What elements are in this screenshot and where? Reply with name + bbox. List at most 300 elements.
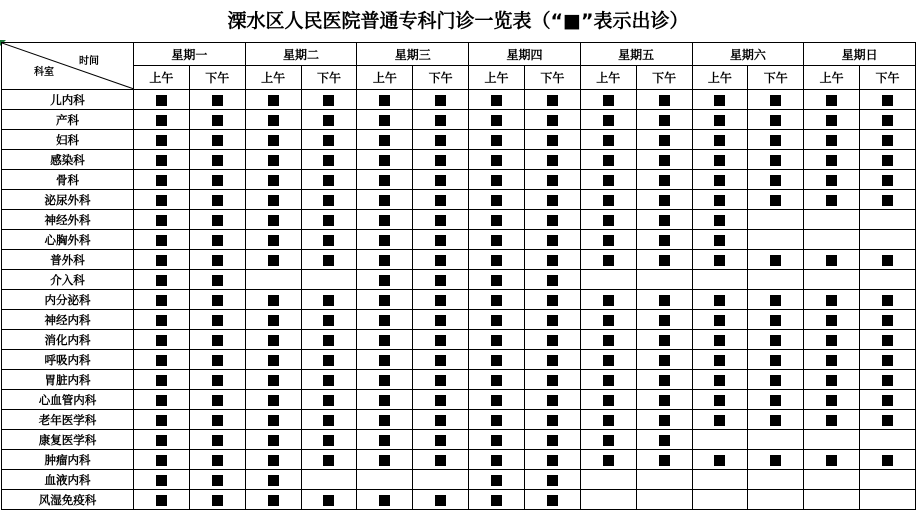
clinic-open-mark — [212, 175, 223, 186]
schedule-cell — [692, 270, 748, 290]
schedule-cell — [636, 390, 692, 410]
schedule-cell — [357, 310, 413, 330]
clinic-open-mark — [714, 355, 725, 366]
schedule-cell — [636, 130, 692, 150]
table-row — [2, 410, 916, 430]
schedule-cell — [860, 290, 916, 310]
clinic-open-mark — [379, 135, 390, 146]
clinic-open-mark — [323, 435, 334, 446]
table-row — [2, 330, 916, 350]
clinic-open-mark — [547, 195, 558, 206]
schedule-cell — [413, 270, 469, 290]
clinic-open-mark — [323, 155, 334, 166]
schedule-cell — [580, 190, 636, 210]
schedule-cell — [189, 90, 245, 110]
schedule-cell — [860, 450, 916, 470]
clinic-open-mark — [156, 415, 167, 426]
clinic-open-mark — [714, 415, 725, 426]
schedule-cell — [692, 170, 748, 190]
clinic-open-mark — [659, 375, 670, 386]
clinic-open-mark — [435, 455, 446, 466]
schedule-cell — [134, 350, 190, 370]
schedule-cell — [301, 90, 357, 110]
dept-name: 消化内科 — [2, 330, 134, 350]
half-header-am: 上午 — [692, 66, 748, 90]
schedule-cell — [413, 410, 469, 430]
clinic-open-mark — [156, 315, 167, 326]
schedule-cell — [580, 150, 636, 170]
clinic-open-mark — [714, 335, 725, 346]
clinic-open-mark — [491, 175, 502, 186]
clinic-open-mark — [379, 255, 390, 266]
clinic-open-mark — [323, 375, 334, 386]
clinic-open-mark — [212, 275, 223, 286]
schedule-cell — [860, 430, 916, 450]
schedule-cell — [301, 350, 357, 370]
clinic-open-mark — [212, 115, 223, 126]
clinic-open-mark — [323, 255, 334, 266]
table-row — [2, 430, 916, 450]
clinic-open-mark — [603, 175, 614, 186]
schedule-cell — [245, 130, 301, 150]
clinic-open-mark — [323, 315, 334, 326]
day-header-thu: 星期四 — [469, 43, 581, 66]
schedule-cell — [245, 90, 301, 110]
clinic-open-mark — [323, 335, 334, 346]
schedule-cell — [524, 130, 580, 150]
clinic-open-mark — [156, 115, 167, 126]
schedule-cell — [748, 470, 804, 490]
dept-name: 血液内科 — [2, 470, 134, 490]
clinic-open-mark — [547, 275, 558, 286]
dept-name: 儿内科 — [2, 90, 134, 110]
schedule-cell — [860, 130, 916, 150]
clinic-open-mark — [435, 275, 446, 286]
clinic-open-mark — [268, 175, 279, 186]
clinic-open-mark — [770, 95, 781, 106]
clinic-open-mark — [268, 235, 279, 246]
schedule-cell — [245, 150, 301, 170]
clinic-open-mark — [882, 455, 893, 466]
clinic-open-mark — [603, 355, 614, 366]
clinic-open-mark — [547, 335, 558, 346]
schedule-cell — [189, 250, 245, 270]
schedule-cell — [804, 410, 860, 430]
schedule-cell — [469, 410, 525, 430]
schedule-cell — [357, 150, 413, 170]
clinic-open-mark — [156, 495, 167, 506]
clinic-open-mark — [826, 255, 837, 266]
dept-name: 呼吸内科 — [2, 350, 134, 370]
schedule-cell — [692, 330, 748, 350]
day-header-wed: 星期三 — [357, 43, 469, 66]
schedule-cell — [134, 430, 190, 450]
clinic-open-mark — [435, 395, 446, 406]
clinic-open-mark — [882, 135, 893, 146]
clinic-open-mark — [659, 455, 670, 466]
clinic-open-mark — [435, 175, 446, 186]
clinic-open-mark — [156, 255, 167, 266]
schedule-cell — [134, 210, 190, 230]
schedule-cell — [580, 90, 636, 110]
clinic-open-mark — [714, 115, 725, 126]
clinic-open-mark — [714, 215, 725, 226]
schedule-cell — [357, 370, 413, 390]
schedule-cell — [469, 230, 525, 250]
schedule-cell — [748, 110, 804, 130]
schedule-cell — [413, 110, 469, 130]
schedule-cell — [469, 150, 525, 170]
clinic-open-mark — [491, 415, 502, 426]
dept-name: 心血管内科 — [2, 390, 134, 410]
schedule-cell — [748, 430, 804, 450]
schedule-cell — [357, 430, 413, 450]
schedule-cell — [692, 90, 748, 110]
schedule-cell — [357, 130, 413, 150]
schedule-cell — [134, 470, 190, 490]
schedule-cell — [804, 290, 860, 310]
schedule-cell — [524, 270, 580, 290]
dept-name: 骨科 — [2, 170, 134, 190]
schedule-cell — [301, 330, 357, 350]
schedule-cell — [748, 290, 804, 310]
clinic-open-mark — [882, 115, 893, 126]
schedule-cell — [357, 270, 413, 290]
clinic-open-mark — [435, 335, 446, 346]
clinic-open-mark — [268, 215, 279, 226]
schedule-cell — [748, 330, 804, 350]
half-header-am: 上午 — [580, 66, 636, 90]
corner-diagonal — [2, 43, 134, 89]
schedule-cell — [860, 310, 916, 330]
clinic-open-mark — [379, 355, 390, 366]
clinic-open-mark — [770, 255, 781, 266]
clinic-open-mark — [268, 195, 279, 206]
schedule-cell — [301, 190, 357, 210]
schedule-cell — [357, 390, 413, 410]
clinic-open-mark — [547, 395, 558, 406]
clinic-open-mark — [156, 155, 167, 166]
clinic-open-mark — [323, 455, 334, 466]
schedule-cell — [692, 130, 748, 150]
schedule-cell — [804, 250, 860, 270]
clinic-open-mark — [268, 295, 279, 306]
schedule-cell — [189, 390, 245, 410]
clinic-open-mark — [547, 295, 558, 306]
clinic-open-mark — [882, 355, 893, 366]
clinic-open-mark — [156, 275, 167, 286]
schedule-cell — [524, 290, 580, 310]
clinic-open-mark — [714, 95, 725, 106]
clinic-open-mark — [770, 355, 781, 366]
clinic-open-mark — [379, 235, 390, 246]
clinic-open-mark — [770, 195, 781, 206]
dept-name: 胃脏内科 — [2, 370, 134, 390]
schedule-cell — [189, 190, 245, 210]
schedule-cell — [748, 90, 804, 110]
schedule-cell — [636, 350, 692, 370]
table-row — [2, 290, 916, 310]
schedule-cell — [469, 370, 525, 390]
half-header-am: 上午 — [469, 66, 525, 90]
dept-name: 心胸外科 — [2, 230, 134, 250]
clinic-open-mark — [379, 275, 390, 286]
schedule-cell — [580, 210, 636, 230]
schedule-cell — [357, 350, 413, 370]
clinic-open-mark — [435, 215, 446, 226]
clinic-open-mark — [826, 175, 837, 186]
schedule-cell — [413, 310, 469, 330]
clinic-open-mark — [212, 215, 223, 226]
clinic-open-mark — [268, 375, 279, 386]
schedule-cell — [301, 270, 357, 290]
header-corner — [2, 43, 134, 90]
clinic-open-mark — [547, 355, 558, 366]
schedule-cell — [245, 450, 301, 470]
schedule-cell — [413, 290, 469, 310]
table-row — [2, 230, 916, 250]
dept-name: 康复医学科 — [2, 430, 134, 450]
clinic-open-mark — [603, 135, 614, 146]
dept-name: 泌尿外科 — [2, 190, 134, 210]
schedule-cell — [301, 250, 357, 270]
clinic-open-mark — [268, 475, 279, 486]
clinic-open-mark — [379, 195, 390, 206]
schedule-cell — [580, 410, 636, 430]
schedule-cell — [469, 130, 525, 150]
clinic-open-mark — [826, 315, 837, 326]
table-row — [2, 250, 916, 270]
schedule-cell — [804, 370, 860, 390]
schedule-cell — [580, 270, 636, 290]
schedule-cell — [301, 390, 357, 410]
half-header-am: 上午 — [357, 66, 413, 90]
clinic-open-mark — [659, 355, 670, 366]
schedule-cell — [357, 90, 413, 110]
schedule-cell — [245, 250, 301, 270]
clinic-open-mark — [659, 135, 670, 146]
schedule-cell — [804, 190, 860, 210]
clinic-open-mark — [547, 235, 558, 246]
clinic-open-mark — [659, 235, 670, 246]
schedule-cell — [524, 470, 580, 490]
dept-name: 内分泌科 — [2, 290, 134, 310]
clinic-open-mark — [156, 235, 167, 246]
clinic-open-mark — [212, 315, 223, 326]
schedule-cell — [301, 170, 357, 190]
schedule-cell — [804, 390, 860, 410]
schedule-cell — [692, 450, 748, 470]
clinic-open-mark — [435, 495, 446, 506]
schedule-cell — [860, 270, 916, 290]
clinic-open-mark — [547, 255, 558, 266]
half-header-pm: 下午 — [413, 66, 469, 90]
clinic-open-mark — [435, 355, 446, 366]
clinic-open-mark — [714, 235, 725, 246]
schedule-cell — [245, 110, 301, 130]
clinic-open-mark — [491, 215, 502, 226]
clinic-open-mark — [826, 135, 837, 146]
schedule-cell — [692, 190, 748, 210]
half-header-pm: 下午 — [860, 66, 916, 90]
schedule-cell — [189, 450, 245, 470]
schedule-cell — [189, 170, 245, 190]
clinic-open-mark — [547, 215, 558, 226]
clinic-open-mark — [826, 155, 837, 166]
clinic-open-mark — [379, 455, 390, 466]
schedule-cell — [636, 150, 692, 170]
schedule-cell — [692, 390, 748, 410]
schedule-cell — [692, 370, 748, 390]
schedule-cell — [245, 430, 301, 450]
schedule-cell — [748, 250, 804, 270]
clinic-open-mark — [491, 495, 502, 506]
schedule-cell — [524, 370, 580, 390]
clinic-open-mark — [714, 195, 725, 206]
clinic-open-mark — [379, 415, 390, 426]
schedule-cell — [134, 90, 190, 110]
clinic-open-mark — [491, 235, 502, 246]
clinic-open-mark — [882, 295, 893, 306]
schedule-cell — [524, 450, 580, 470]
schedule-cell — [804, 430, 860, 450]
schedule-cell — [692, 410, 748, 430]
clinic-open-mark — [435, 315, 446, 326]
schedule-cell — [245, 390, 301, 410]
clinic-open-mark — [268, 255, 279, 266]
clinic-open-mark — [826, 415, 837, 426]
schedule-cell — [692, 210, 748, 230]
schedule-cell — [469, 390, 525, 410]
dept-name: 介入科 — [2, 270, 134, 290]
schedule-cell — [357, 290, 413, 310]
half-header-pm: 下午 — [524, 66, 580, 90]
schedule-cell — [636, 310, 692, 330]
schedule-cell — [134, 330, 190, 350]
clinic-open-mark — [547, 475, 558, 486]
schedule-cell — [469, 270, 525, 290]
clinic-open-mark — [603, 295, 614, 306]
clinic-open-mark — [659, 195, 670, 206]
schedule-cell — [748, 190, 804, 210]
schedule-cell — [413, 230, 469, 250]
clinic-open-mark — [770, 455, 781, 466]
clinic-open-mark — [826, 95, 837, 106]
schedule-cell — [692, 250, 748, 270]
clinic-open-mark — [156, 455, 167, 466]
table-row — [2, 390, 916, 410]
schedule-cell — [636, 210, 692, 230]
table-row — [2, 270, 916, 290]
clinic-open-mark — [714, 455, 725, 466]
clinic-open-mark — [435, 255, 446, 266]
schedule-cell — [580, 230, 636, 250]
schedule-cell — [524, 210, 580, 230]
schedule-cell — [357, 250, 413, 270]
schedule-cell — [524, 310, 580, 330]
schedule-cell — [189, 150, 245, 170]
schedule-cell — [860, 350, 916, 370]
schedule-cell — [301, 230, 357, 250]
clinic-open-mark — [379, 115, 390, 126]
clinic-open-mark — [603, 255, 614, 266]
schedule-cell — [357, 470, 413, 490]
clinic-open-mark — [323, 175, 334, 186]
clinic-open-mark — [491, 475, 502, 486]
table-row — [2, 110, 916, 130]
clinic-open-mark — [770, 395, 781, 406]
clinic-open-mark — [435, 195, 446, 206]
dept-name: 感染科 — [2, 150, 134, 170]
schedule-cell — [860, 110, 916, 130]
schedule-cell — [357, 410, 413, 430]
schedule-cell — [860, 370, 916, 390]
schedule-cell — [580, 310, 636, 330]
clinic-open-mark — [323, 295, 334, 306]
dept-name: 普外科 — [2, 250, 134, 270]
schedule-cell — [636, 450, 692, 470]
clinic-open-mark — [491, 255, 502, 266]
schedule-cell — [860, 210, 916, 230]
schedule-cell — [357, 450, 413, 470]
clinic-open-mark — [268, 155, 279, 166]
schedule-cell — [134, 410, 190, 430]
schedule-cell — [301, 410, 357, 430]
clinic-open-mark — [156, 335, 167, 346]
clinic-open-mark — [826, 375, 837, 386]
clinic-open-mark — [268, 415, 279, 426]
clinic-open-mark — [603, 335, 614, 346]
clinic-open-mark — [547, 115, 558, 126]
schedule-cell — [189, 130, 245, 150]
page-title: 溧水区人民医院普通专科门诊一览表（“■”表示出诊） — [227, 10, 689, 32]
schedule-cell — [413, 390, 469, 410]
schedule-cell — [748, 390, 804, 410]
schedule-cell — [860, 470, 916, 490]
schedule-cell — [748, 370, 804, 390]
schedule-cell — [189, 290, 245, 310]
schedule-cell — [524, 350, 580, 370]
schedule-cell — [692, 350, 748, 370]
clinic-open-mark — [659, 435, 670, 446]
clinic-open-mark — [212, 255, 223, 266]
schedule-cell — [636, 430, 692, 450]
schedule-cell — [860, 150, 916, 170]
clinic-open-mark — [882, 255, 893, 266]
schedule-cell — [245, 330, 301, 350]
schedule-cell — [301, 470, 357, 490]
clinic-open-mark — [770, 335, 781, 346]
schedule-cell — [357, 190, 413, 210]
clinic-open-mark — [323, 415, 334, 426]
schedule-cell — [134, 230, 190, 250]
clinic-open-mark — [156, 95, 167, 106]
dept-name: 产科 — [2, 110, 134, 130]
corner-dept-label: 科室 — [34, 67, 54, 78]
schedule-cell — [245, 230, 301, 250]
clinic-open-mark — [547, 435, 558, 446]
clinic-open-mark — [156, 435, 167, 446]
table-row — [2, 150, 916, 170]
clinic-open-mark — [268, 335, 279, 346]
schedule-cell — [301, 210, 357, 230]
clinic-open-mark — [491, 435, 502, 446]
schedule-cell — [245, 470, 301, 490]
clinic-open-mark — [826, 335, 837, 346]
schedule-cell — [413, 330, 469, 350]
schedule-cell — [189, 230, 245, 250]
clinic-open-mark — [882, 175, 893, 186]
